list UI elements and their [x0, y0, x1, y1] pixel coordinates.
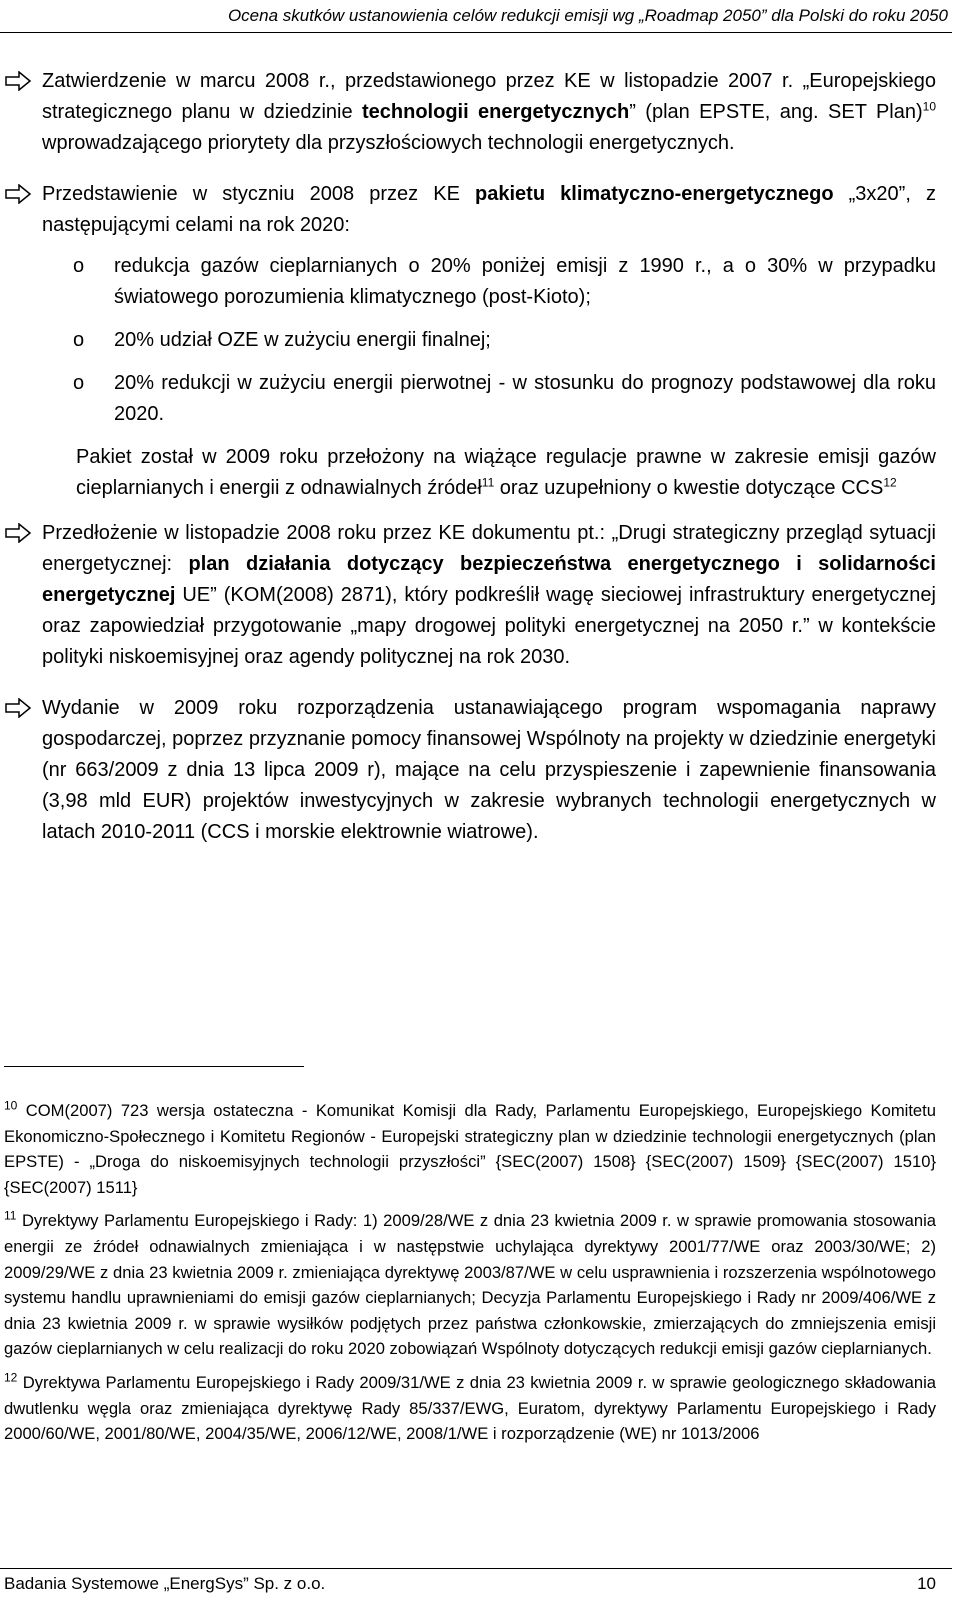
bullet: o	[73, 329, 85, 351]
footnote-ref: 10	[922, 99, 936, 114]
arrow-item-set-plan	[4, 66, 936, 159]
bullet: o	[73, 372, 85, 394]
footer-rule	[0, 1568, 952, 1569]
sublist-item	[4, 368, 936, 430]
sublist-item-text: 20% udział OZE w zużyciu energii finalnej;	[114, 329, 491, 351]
arrow-item-climate-package	[4, 179, 936, 241]
footnote-text: Dyrektywy Parlamentu Europejskiego i Rady: 1) 2009/28/WE z dnia 23 kwietnia 2009 r. w sprawie promowania stosowania energii ze źródeł odnawialnych zmieniająca i w następstwie uchylająca dyrektywy 2001/77/WE oraz 2003/30/WE; 2) 2009/29/WE z dnia 23 kwietnia 2009 r. zmieniająca dyrektywę 2003/87/WE w celu usprawnienia i rozszerzenia wspólnotowego systemu handlu uprawnieniami do emisji gazów cieplarnianych; Decyzja Parlamentu Europejskiego i Rady nr 2009/406/WE z dnia 23 kwietnia 2009 r. w sprawie wysiłków podjętych przez państwa członkowskie, zmierzających do zmniejszenia emisji gazów cieplarnianych w celu realizacji do roku 2020 zobowiązań Wspólnoty dotyczących redukcji emisji gazów cieplarnianych.	[4, 1211, 936, 1359]
paragraph-text: oraz uzupełniony o kwestie dotyczące CCS	[494, 477, 884, 499]
footnote	[4, 1208, 936, 1362]
running-header: Ocena skutków ustanowienia celów redukcji emisji wg „Roadmap 2050” dla Polski do roku 2050	[227, 6, 948, 25]
item-text: UE” (KOM(2008) 2871), który podkreślił wagę sieciowej infrastruktury energetycznej oraz zapowiedział przygotowanie „mapy drogowej polityki energetycznej na 2050 r.” w kontekście polityki niskoemisyjnej oraz agendy politycznej na rok 2030.	[42, 584, 936, 668]
page-number: 10	[917, 1574, 936, 1593]
footnote-number: 12	[4, 1370, 18, 1385]
footnote-number: 10	[4, 1098, 18, 1113]
sublist-item-text: 20% redukcji w zużyciu energii pierwotnej - w stosunku do prognozy podstawowej dla roku 2020.	[114, 372, 936, 425]
footnote	[4, 1370, 936, 1447]
item-text: Zatwierdzenie w marcu 2008 r., przedstawionego przez KE w listopadzie 2007 r. „Europejskiego strategicznego planu w dziedzinie	[42, 70, 936, 123]
package-paragraph	[4, 442, 936, 504]
arrow-item-strategic-review	[4, 518, 936, 673]
outline-arrow-icon	[4, 523, 32, 543]
header-rule	[0, 32, 952, 33]
footnotes	[4, 1098, 936, 1455]
outline-arrow-icon	[4, 698, 32, 718]
footnote-separator	[4, 1066, 304, 1067]
footnote-text: Dyrektywa Parlamentu Europejskiego i Rady 2009/31/WE z dnia 23 kwietnia 2009 r. w sprawie geologicznego składowania dwutlenku węgla oraz zmieniająca dyrektywę Rady 85/337/EWG, Euratom, dyrektywy Parlamentu Europejskiego i Rady 2000/60/WE, 2001/80/WE, 2004/35/WE, 2006/12/WE, 2008/1/WE i rozporządzenie (WE) nr 1013/2006	[4, 1372, 936, 1444]
sublist-item	[4, 325, 936, 356]
item-text: wprowadzającego priorytety dla przyszłościowych technologii energetycznych.	[42, 132, 735, 154]
footnote-ref: 11	[481, 475, 495, 490]
footer-company: Badania Systemowe „EnergSys” Sp. z o.o.	[4, 1574, 326, 1593]
sublist-item	[4, 251, 936, 313]
main-text	[4, 66, 936, 848]
arrow-item-regulation	[4, 693, 936, 848]
outline-arrow-icon	[4, 71, 32, 91]
item-text: Wydanie w 2009 roku rozporządzenia ustanawiającego program wspomagania naprawy gospodarczej, poprzez przyznanie pomocy finansowej Wspólnoty na projekty w dziedzinie energetyki (nr 663/2009 z dnia 13 lipca 2009 r), mające na celu przyspieszenie i zapewnienie finansowania (3,98 mld EUR) projektów inwestycyjnych w zakresie wybranych technologii energetycznych w latach 2010-2011 (CCS i morskie elektrownie wiatrowe).	[42, 697, 936, 843]
page-footer	[4, 1574, 936, 1594]
target-sublist	[4, 251, 936, 430]
footnote-number: 11	[4, 1208, 17, 1223]
item-text: „3x20”, z następującymi celami na rok 2020:	[42, 183, 936, 236]
item-bold-text: plan działania dotyczący bezpieczeństwa energetycznego i solidarności energetycznej	[42, 553, 936, 606]
footnote	[4, 1098, 936, 1200]
item-text: Przedstawienie w styczniu 2008 przez KE	[42, 183, 476, 205]
outline-arrow-icon	[4, 184, 32, 204]
item-text: ” (plan EPSTE, ang. SET Plan)	[629, 101, 923, 123]
footnote-ref: 12	[883, 475, 897, 490]
bullet: o	[73, 255, 85, 277]
item-text: Przedłożenie w listopadzie 2008 roku przez KE dokumentu pt.: „Drugi strategiczny przegląd sytuacji energetycznej:	[42, 522, 936, 575]
sublist-item-text: redukcja gazów cieplarnianych o 20% poniżej emisji z 1990 r., a o 30% w przypadku światowego porozumienia klimatycznego (post-Kioto);	[114, 255, 936, 308]
item-bold-text: pakietu klimatyczno-energetycznego	[475, 183, 834, 205]
item-bold-text: technologii energetycznych	[362, 101, 630, 123]
footnote-text: COM(2007) 723 wersja ostateczna - Komunikat Komisji dla Rady, Parlamentu Europejskiego, Europejskiego Komitetu Ekonomiczno-Społecznego i Komitetu Regionów - Europejski strategiczny plan w dziedzinie technologii energetycznych (plan EPSTE) - „Droga do niskoemisyjnych technologii przyszłości” {SEC(2007) 1508} {SEC(2007) 1509} {SEC(2007) 1510} {SEC(2007) 1511}	[4, 1101, 936, 1197]
paragraph-text: Pakiet został w 2009 roku przełożony na wiążące regulacje prawne w zakresie emisji gazów cieplarnianych i energii z odnawialnych źródeł	[76, 446, 936, 499]
